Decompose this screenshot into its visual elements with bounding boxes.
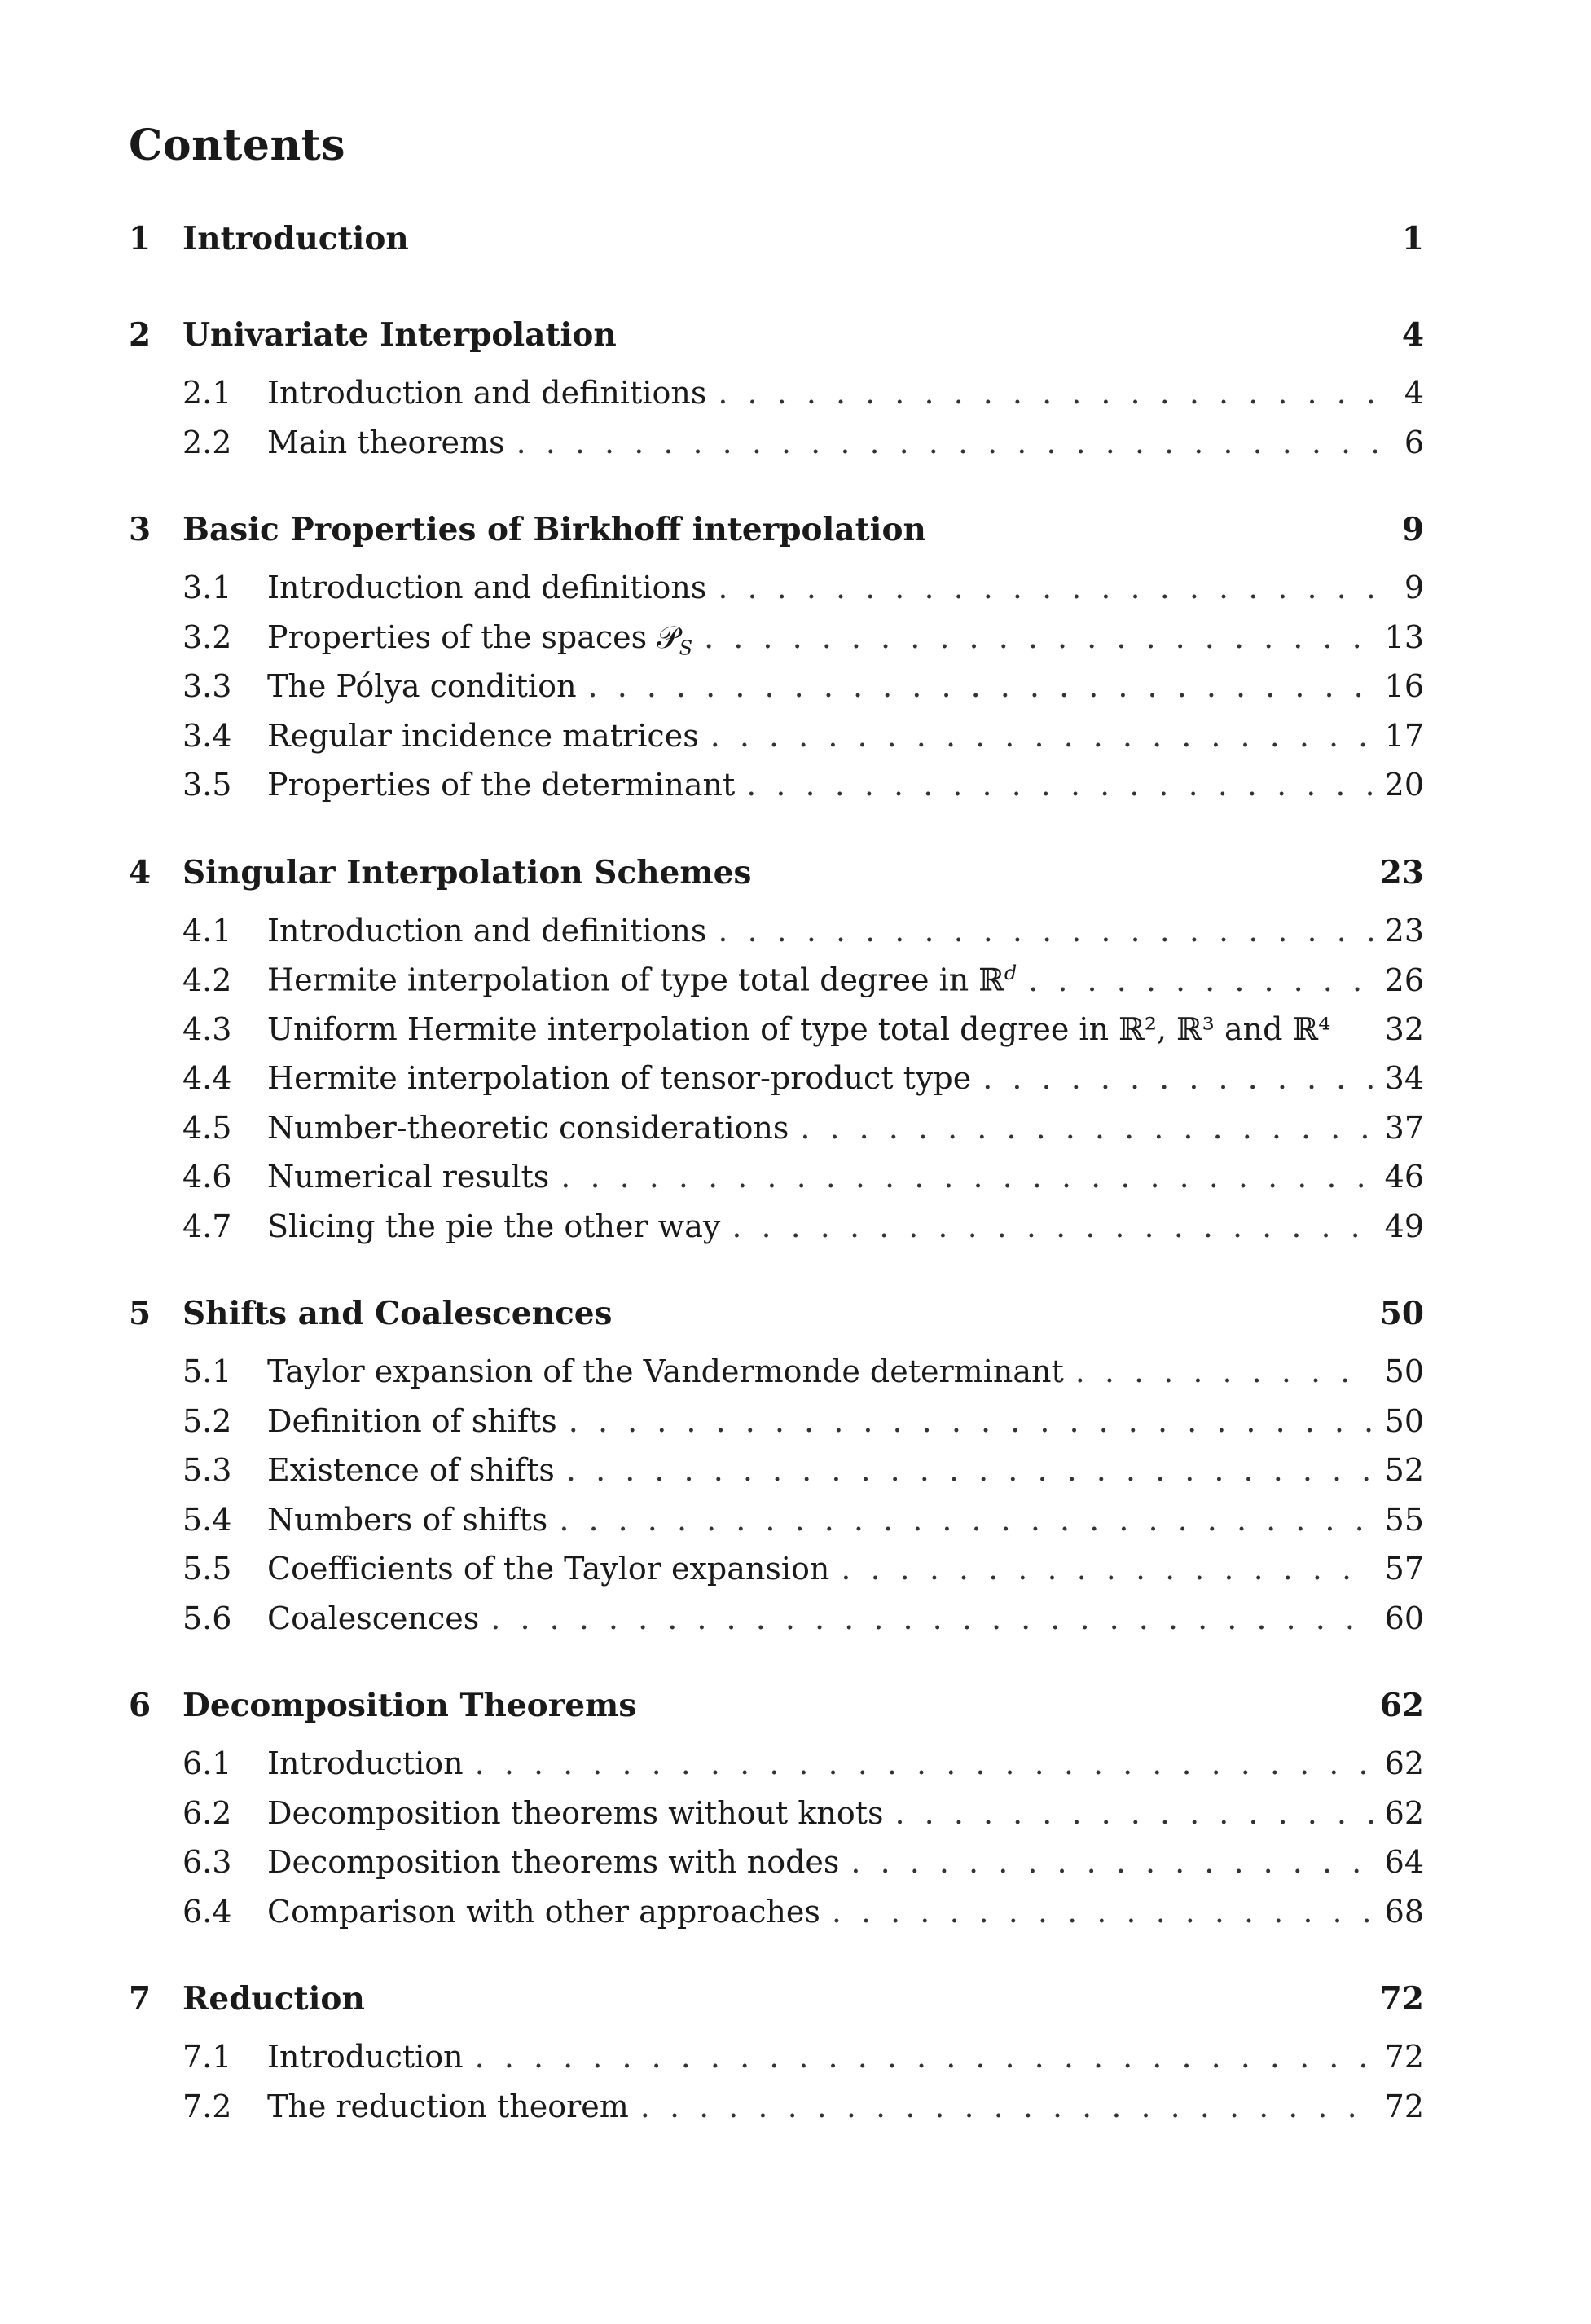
section-number: 5.2: [182, 1402, 232, 1439]
leader-dots: [710, 718, 1373, 754]
section-title[interactable]: Number-theoretic considerations: [267, 1109, 789, 1146]
chapter-title[interactable]: Reduction: [182, 1980, 365, 2018]
section-number: 4.3: [182, 1010, 232, 1047]
section-page-number: 68: [1384, 1893, 1424, 1930]
section-page-number: 62: [1384, 1794, 1424, 1831]
section-title[interactable]: Numerical results: [267, 1159, 550, 1195]
chapter-number: 7: [129, 1980, 152, 2018]
section-page-number: 46: [1384, 1159, 1424, 1195]
section-page-number: 64: [1384, 1844, 1424, 1880]
chapter-title[interactable]: Introduction: [182, 220, 409, 257]
chapter-page-number: 23: [1379, 853, 1424, 891]
section-number: 3.3: [182, 668, 232, 704]
chapter-title[interactable]: Decomposition Theorems: [182, 1687, 637, 1724]
section-page-number: 9: [1404, 570, 1424, 605]
section-entry[interactable]: [129, 1894, 1424, 1943]
leader-dots: [475, 1745, 1373, 1781]
section-page-number: 55: [1384, 1501, 1424, 1538]
section-entry[interactable]: [129, 1600, 1424, 1650]
table-of-contents: [129, 220, 1424, 2175]
section-entry[interactable]: [129, 1060, 1424, 1110]
chapter-page-number: 4: [1401, 316, 1424, 354]
section-entry[interactable]: [129, 913, 1424, 962]
leader-dots: [718, 375, 1377, 411]
leader-dots: [704, 619, 1373, 655]
section-title[interactable]: The Pólya condition: [267, 668, 577, 704]
section-page-number: 32: [1384, 1010, 1424, 1047]
leader-dots: [982, 1060, 1373, 1096]
section-title[interactable]: Existence of shifts: [267, 1452, 555, 1488]
section-number: 2.2: [182, 424, 232, 460]
section-page-number: 34: [1384, 1060, 1424, 1096]
section-title[interactable]: Definition of shifts: [267, 1402, 557, 1439]
section-entry[interactable]: [129, 1452, 1424, 1502]
section-number: 7.1: [182, 2039, 232, 2075]
section-page-number: 17: [1384, 717, 1424, 754]
section-number: 5.4: [182, 1501, 232, 1538]
leader-dots: [746, 767, 1373, 803]
chapter-number: 5: [129, 1295, 152, 1332]
leader-dots: [475, 2039, 1373, 2075]
section-number: 4.7: [182, 1208, 232, 1244]
section-number: 5.5: [182, 1551, 232, 1587]
subscript: S: [679, 636, 693, 660]
section-page-number: 49: [1384, 1208, 1424, 1244]
section-page-number: 62: [1384, 1745, 1424, 1781]
section-entry[interactable]: [129, 1844, 1424, 1894]
chapter-number: 2: [129, 316, 152, 354]
section-number: 4.1: [182, 912, 232, 949]
section-title[interactable]: Properties of the spaces 𝒫$_S$: [267, 618, 693, 660]
chapter-block: [129, 316, 1424, 473]
section-number: 3.2: [182, 618, 232, 655]
chapter-block: [129, 1687, 1424, 1943]
leader-dots: [588, 668, 1373, 704]
chapter-number: 3: [129, 511, 152, 548]
chapter-page-number: 50: [1379, 1295, 1424, 1332]
section-entry[interactable]: [129, 767, 1424, 816]
chapter-page-number: 9: [1401, 511, 1424, 548]
section-number: 6.3: [182, 1844, 232, 1880]
leader-dots: [516, 425, 1377, 460]
chapter-block: [129, 854, 1424, 1258]
chapter-entry[interactable]: [129, 316, 1424, 375]
section-number: 4.6: [182, 1159, 232, 1195]
superscript: d: [1004, 962, 1017, 984]
section-number: 5.3: [182, 1452, 232, 1488]
chapter-entry[interactable]: [129, 854, 1424, 913]
section-number: 3.1: [182, 570, 232, 605]
section-entry[interactable]: [129, 1208, 1424, 1258]
section-title[interactable]: Decomposition theorems without knots: [267, 1794, 884, 1831]
section-title[interactable]: Decomposition theorems with nodes: [267, 1844, 840, 1880]
section-page-number: 57: [1384, 1551, 1424, 1587]
leader-dots: [732, 1208, 1373, 1244]
section-page-number: 16: [1384, 668, 1424, 704]
section-title[interactable]: Numbers of shifts: [267, 1501, 548, 1538]
section-entry[interactable]: [129, 1011, 1424, 1061]
section-entry[interactable]: [129, 2089, 1424, 2138]
chapter-block: [129, 511, 1424, 816]
chapter-block: [129, 220, 1424, 279]
section-number: 5.6: [182, 1600, 232, 1636]
section-title[interactable]: Hermite interpolation of tensor-product type: [267, 1060, 972, 1096]
section-number: 2.1: [182, 375, 232, 411]
section-page-number: 26: [1384, 962, 1424, 998]
section-title[interactable]: Introduction and definitions: [267, 570, 707, 605]
leader-dots: [1075, 1353, 1373, 1389]
chapter-number: 4: [129, 853, 152, 891]
leader-dots: [490, 1600, 1373, 1636]
leader-dots: [718, 913, 1373, 949]
leader-dots: [1028, 962, 1373, 998]
chapter-number: 1: [129, 220, 152, 257]
section-number: 4.4: [182, 1060, 232, 1096]
chapter-page-number: 62: [1379, 1687, 1424, 1724]
chapter-entry[interactable]: [129, 1687, 1424, 1745]
section-entry[interactable]: [129, 718, 1424, 768]
chapter-entry[interactable]: [129, 511, 1424, 570]
section-title[interactable]: Regular incidence matrices: [267, 717, 699, 754]
chapter-block: [129, 1295, 1424, 1649]
chapter-title[interactable]: Singular Interpolation Schemes: [182, 853, 752, 891]
chapter-entry[interactable]: [129, 1980, 1424, 2039]
section-number: 7.2: [182, 2088, 232, 2124]
section-title[interactable]: Comparison with other approaches: [267, 1893, 820, 1930]
chapter-entry[interactable]: [129, 1295, 1424, 1353]
leader-dots: [800, 1110, 1373, 1146]
section-entry[interactable]: [129, 962, 1424, 1011]
section-title[interactable]: Main theorems: [267, 424, 505, 460]
section-number: 3.5: [182, 767, 232, 803]
section-number: 3.4: [182, 717, 232, 754]
section-entry[interactable]: [129, 1795, 1424, 1845]
chapter-block: [129, 1980, 1424, 2137]
section-page-number: 13: [1384, 618, 1424, 655]
section-title[interactable]: Coefficients of the Taylor expansion: [267, 1551, 830, 1587]
section-entry[interactable]: [129, 1502, 1424, 1552]
section-title[interactable]: Introduction and definitions: [267, 375, 707, 411]
section-page-number: 52: [1384, 1452, 1424, 1488]
section-entry[interactable]: [129, 1745, 1424, 1795]
section-page-number: 72: [1384, 2088, 1424, 2124]
section-entry[interactable]: [129, 619, 1424, 669]
leader-dots: [640, 2089, 1373, 2124]
section-page-number: 6: [1404, 424, 1424, 460]
chapter-entry[interactable]: [129, 220, 1424, 279]
chapter-number: 6: [129, 1687, 152, 1724]
section-entry[interactable]: [129, 2039, 1424, 2089]
section-title[interactable]: Slicing the pie the other way: [267, 1208, 721, 1244]
section-entry[interactable]: [129, 1403, 1424, 1453]
leader-dots: [566, 1452, 1373, 1488]
chapter-page-number: 1: [1401, 220, 1424, 257]
section-title[interactable]: Introduction: [267, 1745, 464, 1781]
section-title[interactable]: Uniform Hermite interpolation of type total degree in ℝ², ℝ³ and ℝ⁴: [267, 1010, 1331, 1047]
leader-dots: [841, 1551, 1373, 1587]
section-entry[interactable]: [129, 570, 1424, 619]
section-page-number: 50: [1384, 1353, 1424, 1389]
section-number: 6.4: [182, 1893, 232, 1930]
section-entry[interactable]: [129, 1551, 1424, 1600]
section-title[interactable]: Coalescences: [267, 1600, 480, 1636]
chapter-title[interactable]: Univariate Interpolation: [182, 316, 617, 354]
section-page-number: 50: [1384, 1402, 1424, 1439]
section-title[interactable]: The reduction theorem: [267, 2088, 629, 2124]
section-entry[interactable]: [129, 1159, 1424, 1208]
section-entry[interactable]: [129, 425, 1424, 474]
section-number: 6.1: [182, 1745, 232, 1781]
section-entry[interactable]: [129, 375, 1424, 425]
section-number: 4.2: [182, 962, 232, 998]
section-page-number: 72: [1384, 2039, 1424, 2075]
section-page-number: 60: [1384, 1600, 1424, 1636]
section-number: 4.5: [182, 1109, 232, 1146]
leader-dots: [569, 1403, 1373, 1439]
leader-dots: [895, 1795, 1373, 1831]
section-entry[interactable]: [129, 1353, 1424, 1403]
section-page-number: 37: [1384, 1109, 1424, 1146]
section-title[interactable]: Hermite interpolation of type total degree in ℝ$^d$: [267, 962, 1017, 998]
leader-dots: [560, 1159, 1373, 1195]
section-number: 5.1: [182, 1353, 232, 1389]
section-page-number: 20: [1384, 767, 1424, 803]
chapter-title[interactable]: Basic Properties of Birkhoff interpolation: [182, 511, 926, 548]
section-entry[interactable]: [129, 668, 1424, 718]
chapter-title[interactable]: Shifts and Coalescences: [182, 1295, 613, 1332]
section-title[interactable]: Properties of the determinant: [267, 767, 736, 803]
page-title: Contents: [129, 121, 346, 170]
section-title[interactable]: Introduction and definitions: [267, 912, 707, 949]
chapter-page-number: 72: [1379, 1980, 1424, 2018]
section-title[interactable]: Introduction: [267, 2039, 464, 2075]
section-entry[interactable]: [129, 1110, 1424, 1160]
section-page-number: 23: [1384, 912, 1424, 949]
leader-dots: [832, 1894, 1373, 1930]
section-number: 6.2: [182, 1794, 232, 1831]
leader-dots: [559, 1502, 1373, 1538]
section-page-number: 4: [1404, 375, 1424, 411]
leader-dots: [718, 570, 1377, 605]
leader-dots: [850, 1844, 1373, 1880]
section-title[interactable]: Taylor expansion of the Vandermonde determinant: [267, 1353, 1064, 1389]
